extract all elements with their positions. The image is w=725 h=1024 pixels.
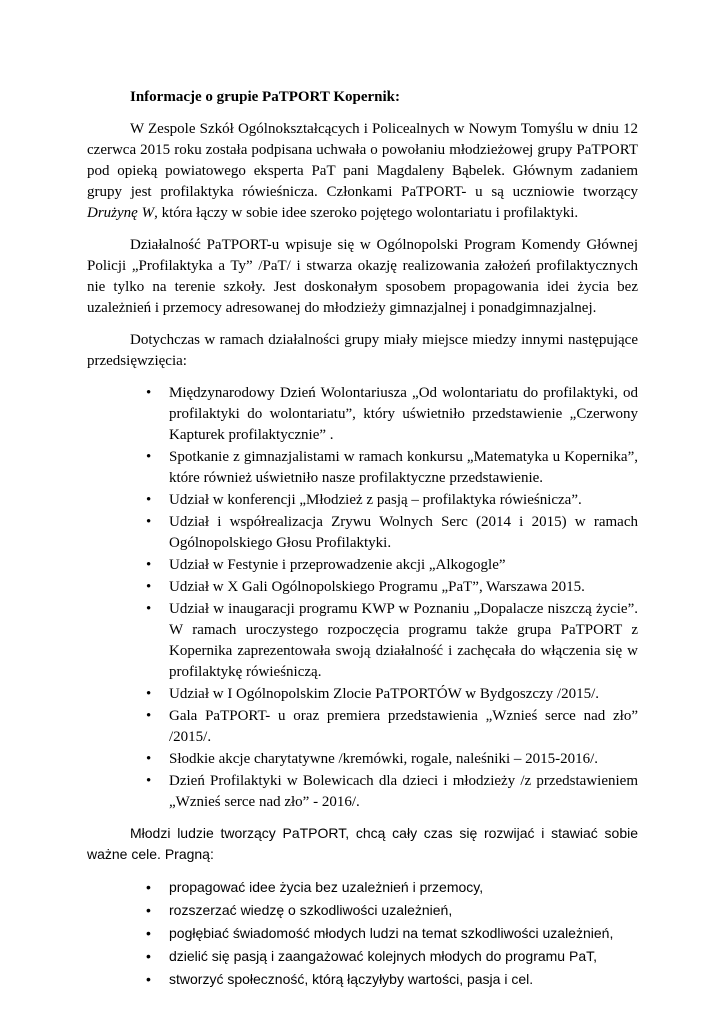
goal-text: rozszerzać wiedzę o szkodliwości uzależnień, bbox=[169, 902, 453, 918]
bullet-icon: • bbox=[146, 557, 152, 573]
intro-paragraph bbox=[87, 119, 638, 224]
list-item bbox=[146, 749, 638, 770]
list-item bbox=[146, 447, 638, 489]
bullet-icon: • bbox=[146, 686, 152, 702]
event-text: Międzynarodowy Dzień Wolontariusza „Od wolontariatu do profilaktyki, od profilaktyki do wolontariatu”, który uświetniło przedstawienie „Czerwony Kapturek profilaktycznie” . bbox=[169, 385, 638, 443]
event-text: Udział w I Ogólnopolskim Zlocie PaTPORTÓW w Bydgoszczy /2015/. bbox=[169, 686, 600, 702]
bullet-icon: • bbox=[146, 601, 152, 617]
intro-text-after: , która łączy w sobie idee szeroko pojętego wolontariatu i profilaktyki. bbox=[154, 205, 579, 221]
bullet-icon: • bbox=[146, 902, 151, 918]
bullet-icon: • bbox=[146, 514, 152, 530]
event-text: Słodkie akcje charytatywne /kremówki, rogale, naleśniki – 2015-2016/. bbox=[169, 751, 599, 767]
bullet-icon: • bbox=[146, 925, 151, 941]
intro-text-before: W Zespole Szkół Ogólnokształcących i Policealnych w Nowym Tomyślu w dniu 12 czerwca 2015 roku została podpisana uchwała o powołaniu młodzieżowej grupy PaTPORT pod opieką powiatowego eksperta PaT pani Magdaleny Bąbelek. Głównym zadaniem grupy jest profilaktyka rówieśnicza. Członkami PaTPORT- u są uczniowie tworzący bbox=[87, 121, 638, 200]
list-item bbox=[146, 383, 638, 446]
bullet-icon: • bbox=[146, 971, 151, 987]
event-text: Udział w inaugaracji programu KWP w Poznaniu „Dopalacze niszczą życie”. W ramach uroczystego rozpoczęcia programu także grupa PaTPORT z Kopernika zaprezentowała swoją działalność i zachęcała do włączenia się w profilaktykę rówieśniczą. bbox=[169, 601, 638, 680]
bullet-icon: • bbox=[146, 708, 152, 724]
bullet-icon: • bbox=[146, 449, 152, 465]
bullet-icon: • bbox=[146, 751, 152, 767]
bullet-icon: • bbox=[146, 579, 152, 595]
event-text: Udział w Festynie i przeprowadzenie akcji „Alkogogle” bbox=[169, 557, 506, 573]
bullet-icon: • bbox=[146, 492, 152, 508]
list-item bbox=[146, 922, 638, 944]
goal-text: dzielić się pasją i zaangażować kolejnych młodych do programu PaT, bbox=[169, 948, 597, 964]
goal-text: stworzyć społeczność, którą łączyłyby wartości, pasja i cel. bbox=[169, 971, 534, 987]
goals-list bbox=[87, 876, 638, 990]
bullet-icon: • bbox=[146, 773, 152, 789]
list-item bbox=[146, 684, 638, 705]
event-text: Udział w konferencji „Młodzież z pasją – profilaktyka rówieśnicza”. bbox=[169, 492, 582, 508]
list-item bbox=[146, 599, 638, 683]
list-item bbox=[146, 512, 638, 554]
list-item bbox=[146, 968, 638, 990]
goal-text: propagować idee życia bez uzależnień i przemocy, bbox=[169, 879, 484, 895]
event-text: Udział w X Gali Ogólnopolskiego Programu „PaT”, Warszawa 2015. bbox=[169, 579, 585, 595]
list-item bbox=[146, 876, 638, 898]
goal-text: pogłębiać świadomość młodych ludzi na temat szkodliwości uzależnień, bbox=[169, 925, 614, 941]
event-text: Udział i współrealizacja Zrywu Wolnych Serc (2014 i 2015) w ramach Ogólnopolskiego Głosu Profilaktyki. bbox=[169, 514, 638, 551]
list-item bbox=[146, 490, 638, 511]
event-text: Dzień Profilaktyki w Bolewicach dla dzieci i młodzieży /z przedstawieniem „Wznieś serce nad zło” - 2016/. bbox=[169, 773, 638, 810]
list-item bbox=[146, 577, 638, 598]
events-intro-paragraph: Dotychczas w ramach działalności grupy miały miejsce miedzy innymi następujące przedsięwzięcia: bbox=[87, 332, 638, 369]
intro-text-italic: Drużynę W bbox=[87, 205, 155, 221]
list-item bbox=[146, 899, 638, 921]
goals-intro-paragraph: Młodzi ludzie tworzący PaTPORT, chcą cały czas się rozwijać i stawiać sobie ważne cele. Pragną: bbox=[87, 825, 638, 862]
event-text: Spotkanie z gimnazjalistami w ramach konkursu „Matematyka u Kopernika”, które również uświetniło nasze profilaktyczne przedstawienie. bbox=[169, 449, 638, 486]
list-item bbox=[146, 706, 638, 748]
bullet-icon: • bbox=[146, 385, 152, 401]
list-item bbox=[146, 771, 638, 813]
document-title: Informacje o grupie PaTPORT Kopernik: bbox=[130, 89, 401, 105]
event-text: Gala PaTPORT- u oraz premiera przedstawienia „Wznieś serce nad zło” /2015/. bbox=[169, 708, 638, 745]
program-paragraph: Działalność PaTPORT-u wpisuje się w Ogólnopolski Program Komendy Głównej Policji „Profilaktyka a Ty” /PaT/ i stwarza okazję realizowania założeń profilaktycznych nie tylko na terenie szkoły. Jest doskonałym sposobem propagowania idei życia bez uzależnień i przemocy adresowanej do młodzieży gimnazjalnej i ponadgimnazjalnej. bbox=[87, 237, 638, 316]
events-list bbox=[87, 383, 638, 813]
bullet-icon: • bbox=[146, 879, 151, 895]
list-item bbox=[146, 945, 638, 967]
bullet-icon: • bbox=[146, 948, 151, 964]
list-item bbox=[146, 555, 638, 576]
